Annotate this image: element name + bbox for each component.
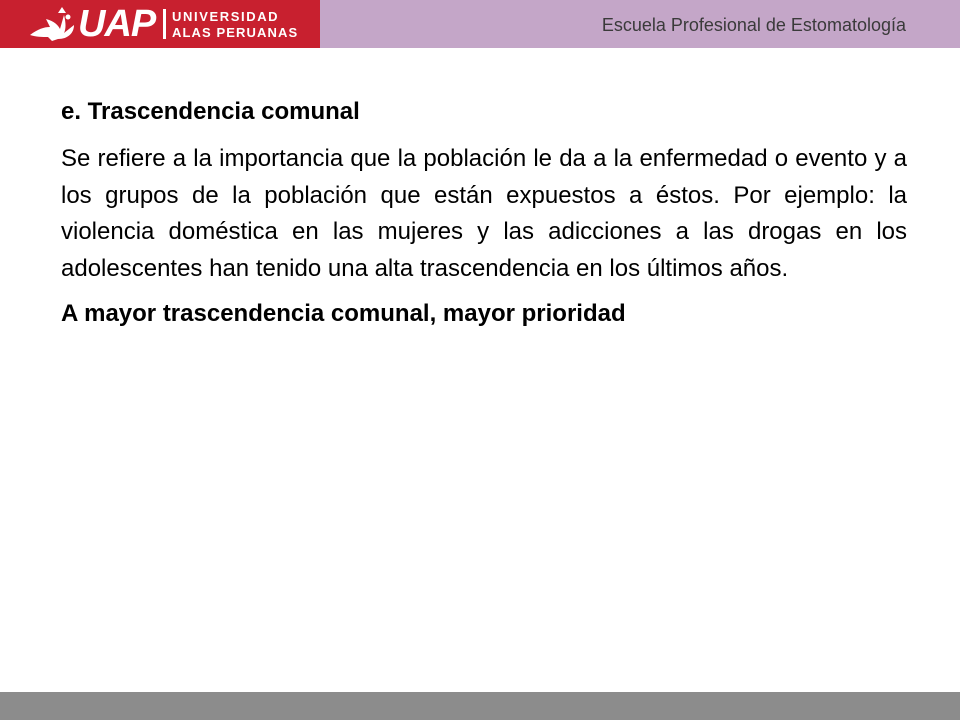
university-logo xyxy=(0,0,320,48)
logo-divider xyxy=(163,9,166,39)
section-heading: e. Trascendencia comunal xyxy=(61,98,360,125)
slide-content xyxy=(61,95,907,331)
logo-line-alas-peruanas: ALAS PERUANAS xyxy=(172,25,299,40)
slide-header xyxy=(0,0,960,48)
body-paragraph: Se refiere a la importancia que la población le da a la enfermedad o evento y a los grupos de la población que están expuestos a éstos. Por ejemplo: la violencia doméstica en las mujeres y las adicciones a las drogas en los adolescentes han tenido una alta trascendencia en los últimos años. xyxy=(61,145,907,282)
school-title: Escuela Profesional de Estomatología xyxy=(601,15,906,35)
conclusion-statement: A mayor trascendencia comunal, mayor prioridad xyxy=(61,300,626,327)
footer-bar xyxy=(0,692,960,720)
school-banner xyxy=(320,0,960,48)
logo-brand-text: UAP xyxy=(78,3,156,45)
eagle-emblem-icon xyxy=(28,5,80,43)
logo-line-university: UNIVERSIDAD xyxy=(172,9,280,24)
